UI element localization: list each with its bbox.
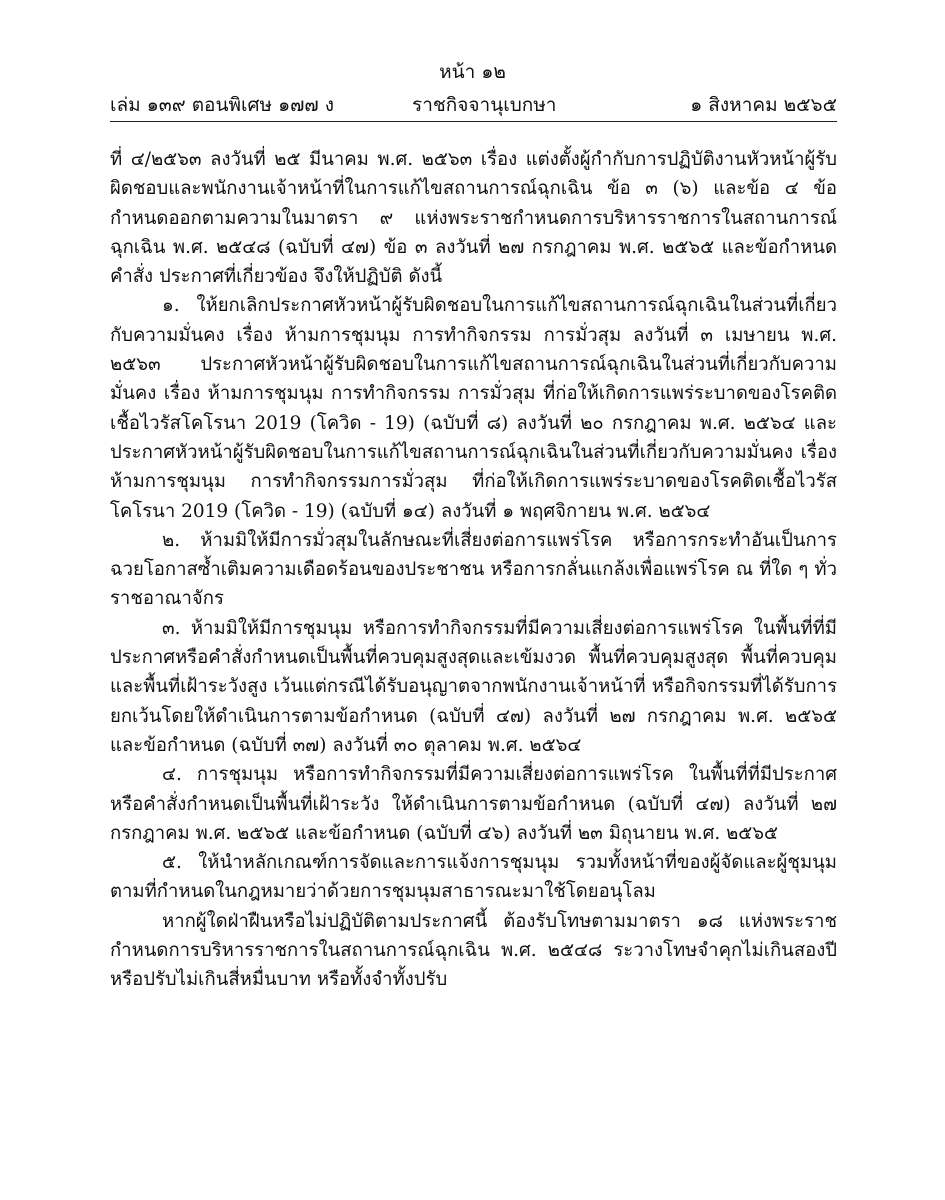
clause-4: ๔. การชุมนุม หรือการทำกิจกรรมที่มีความเสี่ยงต่อการแพร่โรค ในพื้นที่ที่มีประกาศหรือคำสั่งกำหนดเป็นพื้นที่เฝ้าระวัง ให้ดำเนินการตามข้อกำหนด (ฉบับที่ ๔๗) ลงวันที่ ๒๗ กรกฎาคม พ.ศ. ๒๕๖๕ และข้อกำหนด (ฉบับที่ ๔๖) ลงวันที่ ๒๓ มิถุนายน พ.ศ. ๒๕๖๕ — [110, 764, 837, 844]
publication-name: ราชกิจจานุเบกษา — [412, 94, 557, 116]
clause-3: ๓. ห้ามมิให้มีการชุมนุม หรือการทำกิจกรรมที่มีความเสี่ยงต่อการแพร่โรค ในพื้นที่ที่มีประกาศหรือคำสั่งกำหนดเป็นพื้นที่ควบคุมสูงสุดและเข้มงวด พื้นที่ควบคุมสูงสุด พื้นที่ควบคุมและพื้นที่เฝ้าระวังสูง เว้นแต่กรณีได้รับอนุญาตจากพนักงานเจ้าหน้าที่ หรือกิจกรรมที่ได้รับการยกเว้นโดยให้ดำเนินการตามข้อกำหนด (ฉบับที่ ๔๗) ลงวันที่ ๒๗ กรกฎาคม พ.ศ. ๒๕๖๕ และข้อกำหนด (ฉบับที่ ๓๗) ลงวันที่ ๓๐ ตุลาคม พ.ศ. ๒๕๖๔ — [110, 617, 837, 756]
intro-paragraph: ที่ ๔/๒๕๖๓ ลงวันที่ ๒๕ มีนาคม พ.ศ. ๒๕๖๓ เรื่อง แต่งตั้งผู้กำกับการปฏิบัติงานหัวหน้าผู้รับผิดชอบและพนักงานเจ้าหน้าที่ในการแก้ไขสถานการณ์ฉุกเฉิน ข้อ ๓ (๖) และข้อ ๔ ข้อกำหนดออกตามความในมาตรา ๙ แห่งพระราชกำหนดการบริหารราชการในสถานการณ์ฉุกเฉิน พ.ศ. ๒๕๔๘ (ฉบับที่ ๔๗) ข้อ ๓ ลงวันที่ ๒๗ กรกฎาคม พ.ศ. ๒๕๖๕ และข้อกำหนด คำสั่ง ประกาศที่เกี่ยวข้อง จึงให้ปฏิบัติ ดังนี้ — [110, 149, 837, 288]
penalty-paragraph: หากผู้ใดฝ่าฝืนหรือไม่ปฏิบัติตามประกาศนี้ ต้องรับโทษตามมาตรา ๑๘ แห่งพระราชกำหนดการบริหารราชการในสถานการณ์ฉุกเฉิน พ.ศ. ๒๕๔๘ ระวางโทษจำคุกไม่เกินสองปี หรือปรับไม่เกินสี่หมื่นบาท หรือทั้งจำทั้งปรับ — [110, 910, 837, 991]
header-divider — [110, 121, 837, 122]
clause-1: ๑. ให้ยกเลิกประกาศหัวหน้าผู้รับผิดชอบในการแก้ไขสถานการณ์ฉุกเฉินในส่วนที่เกี่ยวกับความมั่นคง เรื่อง ห้ามการชุมนุม การทำกิจกรรม การมั่วสุม ลงวันที่ ๓ เมษายน พ.ศ. ๒๕๖๓ ประกาศหัวหน้าผู้รับผิดชอบในการแก้ไขสถานการณ์ฉุกเฉินในส่วนที่เกี่ยวกับความมั่นคง เรื่อง ห้ามการชุมนุม การทำกิจกรรม การมั่วสุม ที่ก่อให้เกิดการแพร่ระบาดของโรคติดเชื้อไวรัสโคโรนา 2019 (โควิด - 19) (ฉบับที่ ๘) ลงวันที่ ๒๐ กรกฎาคม พ.ศ. ๒๕๖๔ และประกาศหัวหน้าผู้รับผิดชอบในการแก้ไขสถานการณ์ฉุกเฉินในส่วนที่เกี่ยวกับความมั่นคง เรื่อง ห้ามการชุมนุม การทำกิจกรรมการมั่วสุม ที่ก่อให้เกิดการแพร่ระบาดของโรคติดเชื้อไวรัสโคโรนา 2019 (โควิด - 19) (ฉบับที่ ๑๔) ลงวันที่ ๑ พฤศจิกายน พ.ศ. ๒๕๖๔ — [110, 295, 837, 522]
volume-info: เล่ม ๑๓๙ ตอนพิเศษ ๑๗๗ ง — [110, 94, 335, 116]
page-number: หน้า ๑๒ — [439, 61, 506, 83]
publication-date: ๑ สิงหาคม ๒๕๖๕ — [690, 94, 837, 116]
page-header — [110, 92, 837, 118]
clause-2: ๒. ห้ามมิให้มีการมั่วสุมในลักษณะที่เสี่ยงต่อการแพร่โรค หรือการกระทำอันเป็นการฉวยโอกาสซ้ำเติมความเดือดร้อนของประชาชน หรือการกลั่นแกล้งเพื่อแพร่โรค ณ ที่ใด ๆ ทั่วราชอาณาจักร — [110, 529, 837, 610]
document-body — [110, 145, 837, 995]
clause-5: ๕. ให้นำหลักเกณฑ์การจัดและการแจ้งการชุมนุม รวมทั้งหน้าที่ของผู้จัดและผู้ชุมนุมตามที่กำหนดในกฎหมายว่าด้วยการชุมนุมสาธารณะมาใช้โดยอนุโลม — [110, 852, 837, 903]
